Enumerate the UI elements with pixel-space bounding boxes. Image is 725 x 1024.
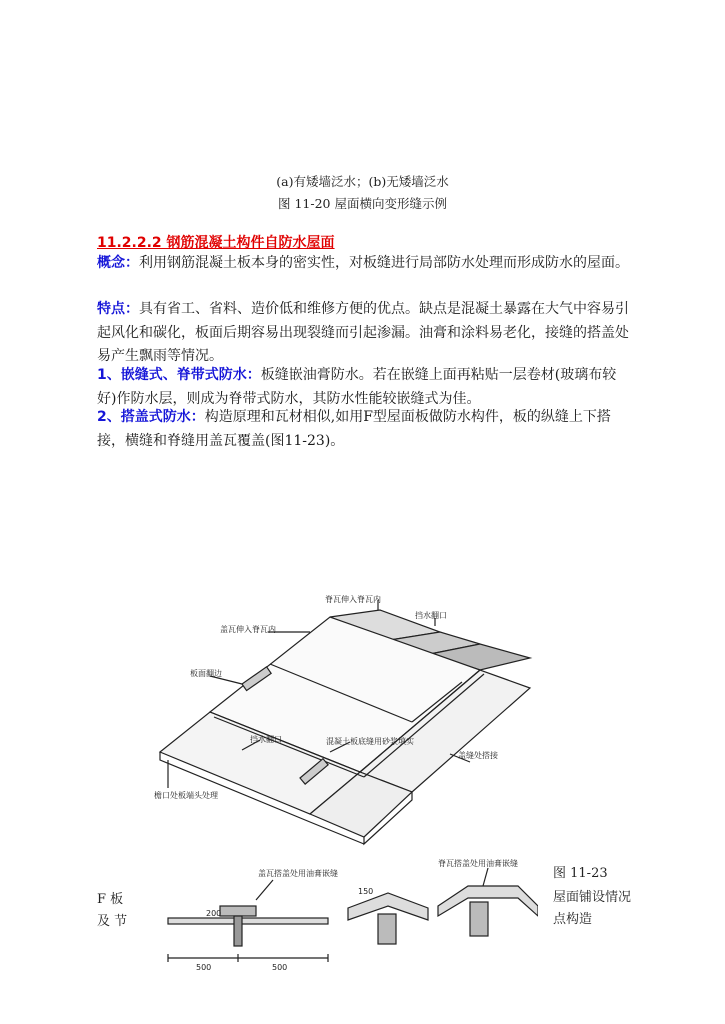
label-water-stop-mid: 挡水翻口 (250, 735, 282, 744)
side-label-right-3: 点构造 (553, 912, 593, 927)
item2-paragraph (97, 406, 630, 453)
roof-laying-figure (150, 592, 550, 862)
section-heading: 11.2.2.2 钢筋混凝土构件自防水屋面 (97, 235, 335, 251)
item1-paragraph (97, 364, 630, 411)
figure-caption: 图 11-20 屋面横向变形缝示例 (278, 196, 447, 211)
concept-term: 概念： (97, 255, 139, 271)
dim-d4: 500 (272, 963, 288, 972)
concept-paragraph (97, 252, 630, 276)
label-board-edge: 板面翻边 (190, 669, 222, 678)
dim-d2: 150 (358, 887, 374, 896)
item1-text: 板缝嵌油膏防水。若在嵌缝上面再粘贴一层卷材(玻璃布较好)作防水层，则成为脊带式防水，其防水性能较嵌缝式为佳。 (97, 367, 617, 407)
concept-text: 利用钢筋混凝土板本身的密实性，对板缝进行局部防水处理而形成防水的屋面。 (139, 255, 629, 271)
dim-d3: 500 (196, 963, 212, 972)
dim-d1: 200 (206, 909, 222, 918)
feature-text: 具有省工、省料、造价低和维修方便的优点。缺点是混凝土暴露在大气中容易引起风化和碳化，板面后期容易出现裂缝而引起渗漏。油膏和涂料易老化，接缝的搭盖处易产生飘雨等情况。 (97, 301, 629, 364)
side-label-left-1: F 板 (97, 892, 124, 907)
item2-term: 2、搭盖式防水： (97, 409, 205, 425)
item1-term: 1、嵌缝式、脊带式防水： (97, 367, 261, 383)
item2-text: 构造原理和瓦材相似,如用F型屋面板做防水构件，板的纵缝上下搭接，横缝和脊缝用盖瓦覆盖(图11-23)。 (97, 409, 611, 449)
label-ridge: 脊瓦伸入脊瓦内 (325, 595, 381, 604)
label-detail1: 盖瓦搭盖处用油膏嵌缝 (258, 869, 338, 878)
label-detail2: 脊瓦搭盖处用油膏嵌缝 (438, 859, 518, 868)
figure-subcaption: (a)有矮墙泛水；(b)无矮墙泛水 (276, 174, 449, 189)
label-water-stop-top: 挡水翻口 (415, 611, 447, 620)
label-overlap: 盖缝处搭接 (458, 751, 498, 760)
feature-term: 特点： (97, 301, 139, 317)
side-label-left-2: 及 节 (97, 914, 128, 929)
label-seam-fill: 混凝土板底缝用砂浆填实 (326, 737, 414, 746)
joint-details-figure (148, 858, 538, 988)
label-cover-tile: 盖瓦伸入脊瓦内 (220, 625, 276, 634)
side-label-right-1: 图 11-23 (553, 866, 608, 881)
feature-paragraph (97, 298, 630, 369)
side-label-right-2: 屋面铺设情况 (553, 890, 632, 905)
label-eave: 檐口处板端头处理 (154, 791, 218, 800)
